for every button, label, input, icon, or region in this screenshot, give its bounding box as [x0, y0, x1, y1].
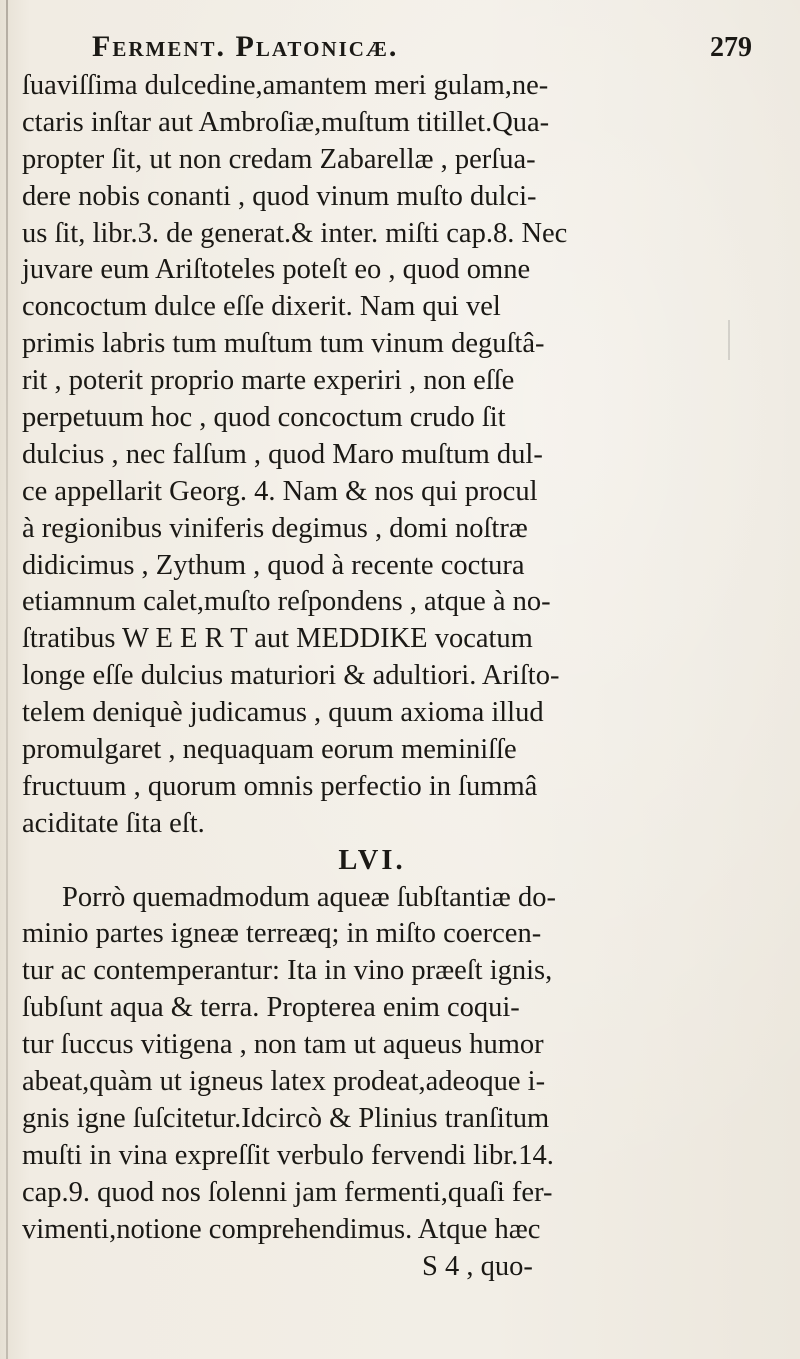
- text-line: us ſit, libr.3. de generat.& inter. miſti cap.8. Nec: [22, 217, 568, 249]
- text-line: etiamnum calet,muſto reſpondens , atque à no-: [22, 586, 551, 618]
- text-line: ſtratibus W E E R T aut MEDDIKE vocatum: [22, 623, 533, 655]
- text-line: à regionibus viniferis degimus , domi noſtræ: [22, 512, 528, 544]
- binding-gutter: [6, 0, 8, 1359]
- text-line: ſubſunt aqua & terra. Propterea enim coqui-: [22, 992, 520, 1024]
- text-line: tur ac contemperantur: Ita in vino præeſt ignis,: [22, 955, 553, 987]
- signature-catchword-line: S 4 , quo-: [422, 1250, 533, 1282]
- text-line: concoctum dulce eſſe dixerit. Nam qui vel: [22, 291, 501, 323]
- text-line: dere nobis conanti , quod vinum muſto dulci-: [22, 180, 537, 212]
- text-line: vimenti,notione comprehendimus. Atque hæc: [22, 1213, 541, 1245]
- text-line: cap.9. quod nos ſolenni jam fermenti,quaſi fer-: [22, 1176, 553, 1208]
- text-line: fructuum , quorum omnis perfectio in ſummâ: [22, 770, 538, 802]
- text-line: dulcius , nec falſum , quod Maro muſtum dul-: [22, 438, 543, 470]
- text-line: ce appellarit Georg. 4. Nam & nos qui procul: [22, 475, 538, 507]
- text-line: minio partes igneæ terreæq; in miſto coercen-: [22, 918, 542, 950]
- text-line: juvare eum Ariſtoteles poteſt eo , quod omne: [22, 254, 531, 286]
- text-line: ſuaviſſima dulcedine,amantem meri gulam,ne-: [22, 70, 549, 101]
- text-line: Porrò quemadmodum aqueæ ſubſtantiæ do-: [62, 881, 556, 913]
- text-line: telem deniquè judicamus , quum axioma illud: [22, 697, 544, 729]
- text-line: primis labris tum muſtum tum vinum deguſtâ-: [22, 328, 545, 360]
- text-line: promulgaret , nequaquam eorum meminiſſe: [22, 734, 517, 766]
- text-line: muſti in vina expreſſit verbulo fervendi libr.14.: [22, 1139, 554, 1171]
- running-head: Ferment. Platonicæ.: [92, 30, 399, 63]
- page-header: [92, 30, 752, 70]
- text-line: rit , poterit proprio marte experiri , non eſſe: [22, 365, 515, 397]
- text-line: abeat,quàm ut igneus latex prodeat,adeoque i-: [22, 1066, 546, 1098]
- text-line: ctaris inſtar aut Ambroſiæ,muſtum titillet.Qua-: [22, 106, 550, 138]
- text-line: gnis igne ſuſcitetur.Idcircò & Plinius tranſitum: [22, 1102, 550, 1134]
- paper-mark: [728, 320, 730, 360]
- text-line: longe eſſe dulcius maturiori & adultiori. Ariſto-: [22, 660, 560, 692]
- section-heading: LVI.: [338, 844, 406, 876]
- text-line: perpetuum hoc , quod concoctum crudo ſit: [22, 402, 506, 434]
- text-line: didicimus , Zythum , quod à recente coctura: [22, 549, 525, 581]
- text-line: tur ſuccus vitigena , non tam ut aqueus humor: [22, 1029, 544, 1061]
- text-line: aciditate ſita eſt.: [22, 807, 205, 839]
- page-number: 279: [710, 32, 752, 63]
- text-line: propter ſit, ut non credam Zabarellæ , perſua-: [22, 143, 536, 175]
- body-text: [22, 68, 782, 1285]
